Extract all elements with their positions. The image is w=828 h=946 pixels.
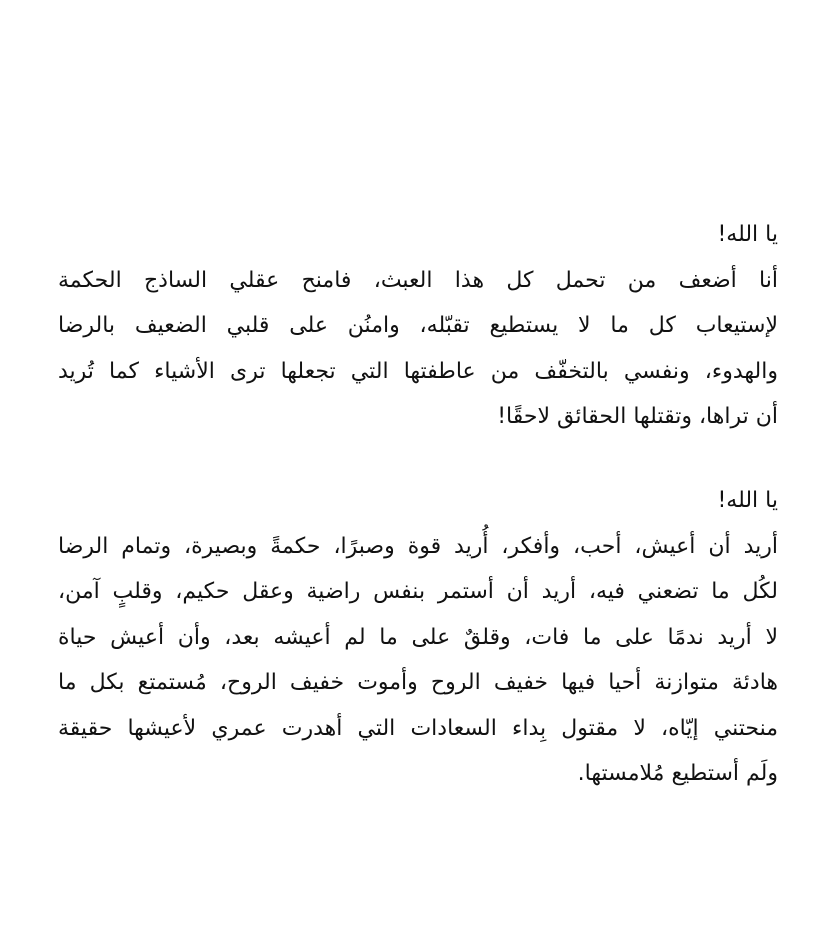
text-line: أريد أن أعيش، أحب، وأفكر، أُريد قوة وصبرًا، حكمةً وبصيرة، وتمام الرضا xyxy=(58,533,778,559)
paragraph-heading: يا الله! xyxy=(717,222,778,247)
text-line: منحتني إيّاه، لا مقتول بِداء السعادات التي أهدرت عمري لأعيشها حقيقة xyxy=(58,715,778,741)
text-line: والهدوء، ونفسي بالتخفّف من عاطفتها التي تجعلها ترى الأشياء كما تُريد xyxy=(58,358,778,384)
text-line: لا أريد ندمًا على ما فات، وقلقٌ على ما لم أعيشه بعد، وأن أعيش حياة xyxy=(58,624,778,650)
text-line: لكُل ما تضعني فيه، أريد أن أستمر بنفس راضية وعقل حكيم، وقلبٍ آمن، xyxy=(58,579,778,604)
text-line: ولَم أستطيع مُلامستها. xyxy=(577,761,778,786)
paragraph-1 xyxy=(58,212,778,440)
paragraph-2 xyxy=(58,478,778,797)
text-line: لإستيعاب كل ما لا يستطيع تقبّله، وامنُن على قلبي الضعيف بالرضا xyxy=(58,313,778,338)
paragraph-heading: يا الله! xyxy=(717,488,778,513)
text-line: أن تراها، وتقتلها الحقائق لاحقًا! xyxy=(497,404,778,429)
text-line: هادئة متوازنة أحيا فيها خفيف الروح وأموت خفيف الروح، مُستمتع بكل ما xyxy=(58,670,778,695)
text-line: أنا أضعف من تحمل كل هذا العبث، فامنح عقلي الساذج الحكمة xyxy=(58,267,778,293)
